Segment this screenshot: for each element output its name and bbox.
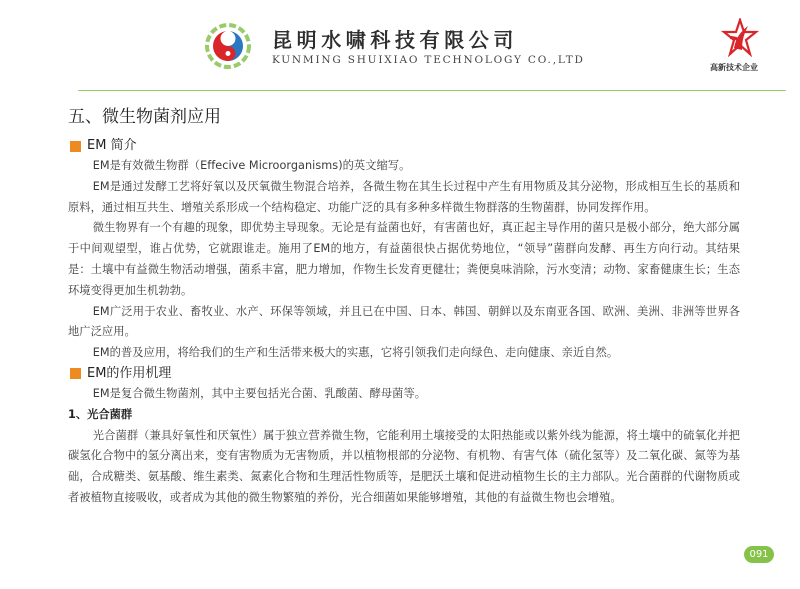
- em-intro-paragraph: EM的普及应用，将给我们的生产和生活带来极大的实惠，它将引领我们走向绿色、走向健康、亲近自然。: [92, 346, 619, 360]
- badge-label: 高新技术企业: [710, 63, 758, 72]
- em-intro-paragraph: EM广泛用于农业、畜牧业、水产、环保等领域，并且已在中国、日本、韩国、朝鲜以及东南亚各国、欧洲、美洲、非洲等世界各地广泛应用。: [68, 304, 740, 339]
- em-intro-paragraph: EM是有效微生物群（Effecive Microorganisms)的英文缩写。: [92, 159, 411, 172]
- em-mechanism-heading: [68, 364, 740, 384]
- em-intro-heading-text: EM 简介: [87, 138, 137, 153]
- company-name-cn: 昆明水啸科技有限公司: [272, 28, 518, 52]
- orange-square-bullet-icon: [70, 368, 81, 379]
- em-intro-paragraph: EM是通过发酵工艺将好氧以及厌氧微生物混合培养，各微生物在其生长过程中产生有用物质及其分泌物，形成相互生长的基质和原料，通过相互共生、增殖关系形成一个结构稳定、功能广泛的具有多种多样微生物群落的生物菌群，协同发挥作用。: [68, 179, 740, 214]
- section-title: 五、微生物菌剂应用: [68, 107, 221, 127]
- photosynthetic-bacteria-paragraph: 光合菌群（兼具好氧性和厌氧性）属于独立营养微生物，它能利用土壤接受的太阳热能或以紫外线为能源，将土壤中的硫氧化并把碳氢化合物中的氢分离出来，变有害物质为无害物质，并以植物根部的分泌物、有机物、有害气体（硫化氢等）及二氧化碳、氮等为基础，合成糖类、氨基酸、维生素类、氮素化合物和生理活性物质等，是肥沃土壤和促进动植物生长的主力部队。光合菌群的代谢物质或者被植物直接吸收，或者成为其他的微生物繁殖的养份，光合细菌如果能够增殖，其他的有益微生物也会增殖。: [68, 428, 740, 504]
- photosynthetic-bacteria-subheading: 1、光合菌群: [68, 407, 133, 421]
- company-name-en: KUNMING SHUIXIAO TECHNOLOGY CO.,LTD: [272, 54, 585, 66]
- em-intro-paragraph: 微生物界有一个有趣的现象，即优势主导现象。无论是有益菌也好，有害菌也好，真正起主导作用的菌只是极小部分，绝大部分属于中间观望型，谁占优势，它就跟谁走。施用了EM的地方，有益菌很快占据优势地位，“领导”菌群向发酵、再生方向行动。其结果是：土壤中有益微生物活动增强，菌系丰富，肥力增加，作物生长发育更健壮；粪便臭味消除，污水变清；动物、家畜健康生长；生态环境变得更加生机勃勃。: [68, 221, 740, 297]
- orange-square-bullet-icon: [70, 141, 81, 152]
- main-content: [68, 104, 740, 509]
- page-header: [0, 0, 800, 92]
- page-number: 091: [744, 546, 774, 563]
- yin-yang-leaf-logo-icon: [204, 22, 252, 70]
- em-mechanism-intro: EM是复合微生物菌剂，其中主要包括光合菌、乳酸菌、酵母菌等。: [92, 386, 427, 400]
- em-intro-heading: [68, 136, 740, 156]
- header-divider: [78, 90, 786, 91]
- em-mechanism-heading-text: EM的作用机理: [87, 365, 172, 381]
- high-tech-enterprise-emblem-icon: [718, 18, 762, 58]
